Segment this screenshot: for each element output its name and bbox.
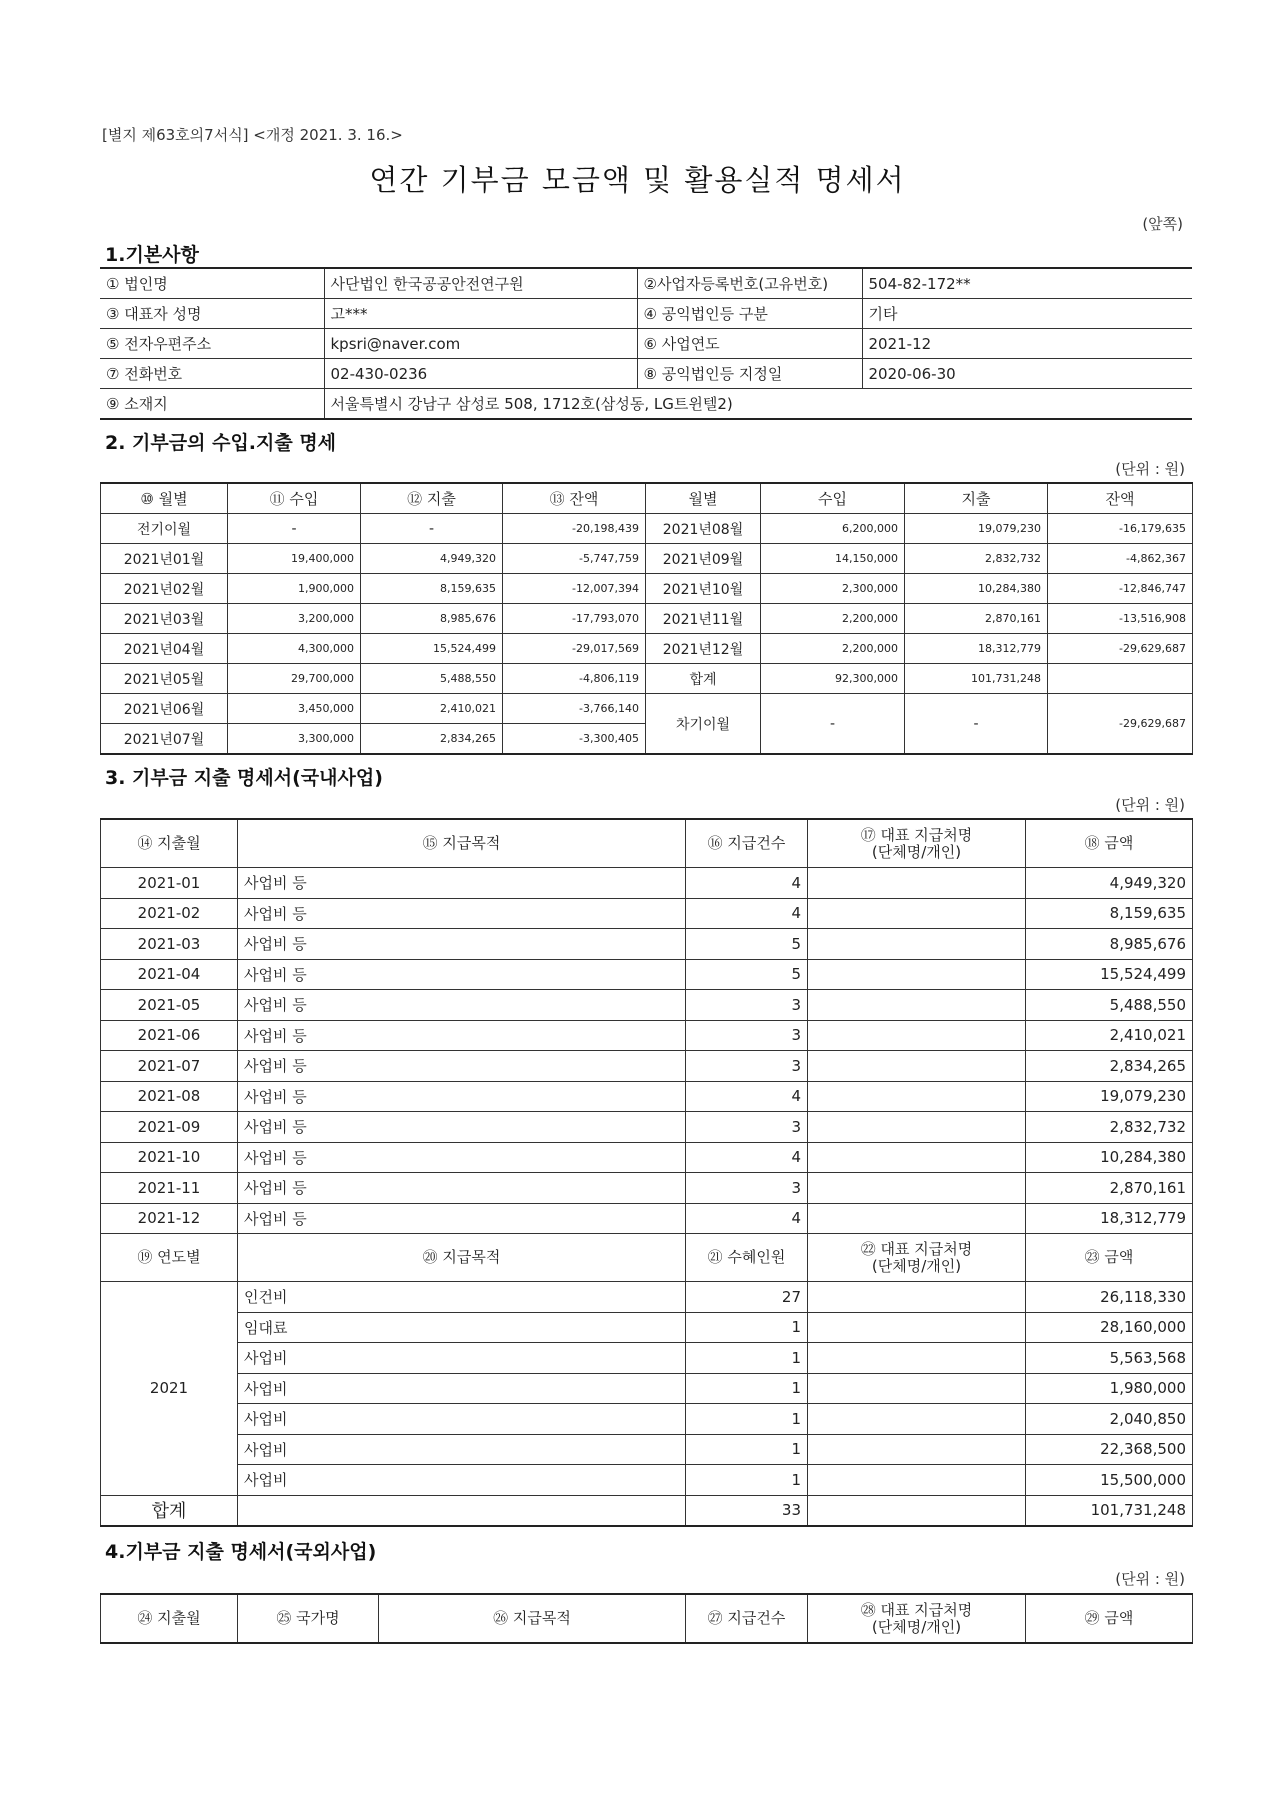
table-row xyxy=(101,1173,1193,1204)
label-cell: ⑦ 전화번호 xyxy=(100,359,324,389)
table-row xyxy=(101,1495,1193,1526)
month-cell: 2021년11월 xyxy=(646,604,761,634)
income-expense-table xyxy=(100,482,1193,755)
expense-cell: 19,079,230 xyxy=(905,514,1048,544)
expense-cell: 2,834,265 xyxy=(361,724,503,755)
column-header xyxy=(808,819,1026,868)
section-4-title: 4.기부금 지출 명세서(국외사업) xyxy=(105,1541,377,1563)
unit-label: (단위 : 원) xyxy=(1115,796,1185,814)
value-cell: 고*** xyxy=(324,299,637,329)
recipient-cell xyxy=(808,1465,1026,1496)
label-cell: ⑤ 전자우편주소 xyxy=(100,329,324,359)
balance-cell: -29,629,687 xyxy=(1048,634,1193,664)
amount-cell: 8,985,676 xyxy=(1026,929,1193,960)
expense-cell: 10,284,380 xyxy=(905,574,1048,604)
recipient-cell xyxy=(808,1173,1026,1204)
header-line: ㉘ 대표 지급처명 xyxy=(860,1600,973,1619)
page-side-label: (앞쪽) xyxy=(1142,215,1183,233)
header-line: ⑰ 대표 지급처명 xyxy=(860,825,973,844)
table-row xyxy=(101,1112,1193,1143)
table-row xyxy=(101,1434,1193,1465)
recipient-cell xyxy=(808,868,1026,899)
recipient-cell xyxy=(808,1020,1026,1051)
recipient-cell xyxy=(808,1343,1026,1374)
column-header: ⑭ 지출월 xyxy=(101,819,238,868)
purpose-cell: 사업비 등 xyxy=(238,1173,686,1204)
table-row xyxy=(101,1142,1193,1173)
balance-cell: -16,179,635 xyxy=(1048,514,1193,544)
total-balance-cell xyxy=(1048,664,1193,694)
count-cell: 3 xyxy=(686,1173,808,1204)
balance-cell: -29,017,569 xyxy=(503,634,646,664)
unit-label: (단위 : 원) xyxy=(1115,460,1185,478)
count-cell: 4 xyxy=(686,1203,808,1234)
balance-cell: -20,198,439 xyxy=(503,514,646,544)
month-cell: 2021년05월 xyxy=(101,664,228,694)
month-cell: 2021년01월 xyxy=(101,544,228,574)
header-line: (단체명/개인) xyxy=(871,1256,962,1275)
column-header: 수입 xyxy=(761,483,905,514)
month-cell: 2021-05 xyxy=(101,990,238,1021)
purpose-cell: 사업비 등 xyxy=(238,1203,686,1234)
column-header: ㉗ 지급건수 xyxy=(686,1594,808,1643)
table-row xyxy=(101,868,1193,899)
beneficiary-count-cell: 1 xyxy=(686,1312,808,1343)
purpose-cell: 사업비 등 xyxy=(238,1051,686,1082)
recipient-cell xyxy=(808,1112,1026,1143)
table-header-row xyxy=(101,1234,1193,1282)
amount-cell: 28,160,000 xyxy=(1026,1312,1193,1343)
beneficiary-count-cell: 1 xyxy=(686,1373,808,1404)
income-cell: 3,300,000 xyxy=(228,724,361,755)
month-cell: 2021-01 xyxy=(101,868,238,899)
month-cell: 2021년03월 xyxy=(101,604,228,634)
purpose-cell: 사업비 등 xyxy=(238,959,686,990)
month-cell: 2021년08월 xyxy=(646,514,761,544)
table-row xyxy=(101,544,1193,574)
purpose-cell: 사업비 xyxy=(238,1373,686,1404)
domestic-expense-table xyxy=(100,818,1193,1527)
beneficiary-count-cell: 27 xyxy=(686,1282,808,1313)
month-cell: 2021년09월 xyxy=(646,544,761,574)
table-row xyxy=(101,664,1193,694)
count-cell: 4 xyxy=(686,868,808,899)
expense-cell: 5,488,550 xyxy=(361,664,503,694)
value-cell: 사단법인 한국공공안전연구원 xyxy=(324,268,637,299)
amount-cell: 5,488,550 xyxy=(1026,990,1193,1021)
beneficiary-count-cell: 1 xyxy=(686,1465,808,1496)
purpose-cell: 사업비 등 xyxy=(238,990,686,1021)
table-header-row xyxy=(101,819,1193,868)
column-header: 지출 xyxy=(905,483,1048,514)
recipient-cell xyxy=(808,898,1026,929)
count-cell: 5 xyxy=(686,929,808,960)
table-header-row xyxy=(101,1594,1193,1643)
amount-cell: 2,410,021 xyxy=(1026,1020,1193,1051)
income-cell: - xyxy=(228,514,361,544)
count-cell: 5 xyxy=(686,959,808,990)
page-title: 연간 기부금 모금액 및 활용실적 명세서 xyxy=(369,163,906,197)
purpose-cell: 인건비 xyxy=(238,1282,686,1313)
table-row xyxy=(101,990,1193,1021)
expense-cell: 8,985,676 xyxy=(361,604,503,634)
recipient-cell xyxy=(808,1312,1026,1343)
value-cell: 02-430-0236 xyxy=(324,359,637,389)
header-line: (단체명/개인) xyxy=(871,842,962,861)
expense-cell: 2,832,732 xyxy=(905,544,1048,574)
column-header: ⑯ 지급건수 xyxy=(686,819,808,868)
column-header: ㉙ 금액 xyxy=(1026,1594,1193,1643)
table-row xyxy=(101,1343,1193,1374)
purpose-cell: 사업비 xyxy=(238,1465,686,1496)
recipient-cell xyxy=(808,959,1026,990)
table-row xyxy=(101,1282,1193,1313)
column-header: ⑬ 잔액 xyxy=(503,483,646,514)
amount-cell: 15,500,000 xyxy=(1026,1465,1193,1496)
balance-cell: -3,300,405 xyxy=(503,724,646,755)
month-cell: 2021-04 xyxy=(101,959,238,990)
amount-cell: 15,524,499 xyxy=(1026,959,1193,990)
table-row xyxy=(101,574,1193,604)
income-cell: 1,900,000 xyxy=(228,574,361,604)
value-cell: kpsri@naver.com xyxy=(324,329,637,359)
month-cell: 2021-03 xyxy=(101,929,238,960)
section-2-title: 2. 기부금의 수입.지출 명세 xyxy=(105,432,337,454)
column-header: ⑮ 지급목적 xyxy=(238,819,686,868)
month-cell: 2021년10월 xyxy=(646,574,761,604)
value-cell: 서울특별시 강남구 삼성로 508, 1712호(삼성동, LG트윈텔2) xyxy=(324,389,1192,420)
amount-cell: 26,118,330 xyxy=(1026,1282,1193,1313)
month-cell: 2021년06월 xyxy=(101,694,228,724)
table-row xyxy=(100,389,1192,420)
count-cell: 4 xyxy=(686,1142,808,1173)
income-cell: 3,200,000 xyxy=(228,604,361,634)
purpose-cell: 사업비 xyxy=(238,1343,686,1374)
purpose-cell: 사업비 등 xyxy=(238,1142,686,1173)
recipient-cell xyxy=(808,1142,1026,1173)
recipient-cell xyxy=(808,1404,1026,1435)
overseas-expense-table xyxy=(100,1593,1193,1644)
month-cell: 2021-08 xyxy=(101,1081,238,1112)
month-cell: 2021-09 xyxy=(101,1112,238,1143)
table-row xyxy=(100,299,1192,329)
header-line: ㉒ 대표 지급처명 xyxy=(860,1239,973,1258)
purpose-cell: 사업비 등 xyxy=(238,1081,686,1112)
balance-cell: -4,806,119 xyxy=(503,664,646,694)
recipient-cell xyxy=(808,1203,1026,1234)
header-line: (단체명/개인) xyxy=(871,1617,962,1636)
purpose-cell: 사업비 등 xyxy=(238,868,686,899)
table-row xyxy=(101,1020,1193,1051)
value-cell: 2020-06-30 xyxy=(862,359,1192,389)
recipient-cell xyxy=(808,1081,1026,1112)
expense-cell: 15,524,499 xyxy=(361,634,503,664)
carry-income-cell: - xyxy=(761,694,905,755)
label-cell: ④ 공익법인등 구분 xyxy=(637,299,862,329)
table-row xyxy=(101,694,1193,724)
beneficiary-count-cell: 1 xyxy=(686,1434,808,1465)
balance-cell: -5,747,759 xyxy=(503,544,646,574)
label-cell: ②사업자등록번호(고유번호) xyxy=(637,268,862,299)
section-3-title: 3. 기부금 지출 명세서(국내사업) xyxy=(105,767,383,789)
column-header: 잔액 xyxy=(1048,483,1193,514)
total-label-cell: 합계 xyxy=(101,1495,238,1526)
recipient-cell xyxy=(808,1373,1026,1404)
basic-info-table xyxy=(100,267,1192,420)
table-row xyxy=(101,1312,1193,1343)
year-cell: 2021 xyxy=(101,1282,238,1496)
section-1-title: 1.기본사항 xyxy=(105,244,199,266)
expense-cell: 4,949,320 xyxy=(361,544,503,574)
recipient-cell xyxy=(808,1495,1026,1526)
amount-cell: 10,284,380 xyxy=(1026,1142,1193,1173)
table-header-row xyxy=(101,483,1193,514)
income-cell: 3,450,000 xyxy=(228,694,361,724)
recipient-cell xyxy=(808,1434,1026,1465)
carry-expense-cell: - xyxy=(905,694,1048,755)
income-cell: 2,200,000 xyxy=(761,604,905,634)
balance-cell: -3,766,140 xyxy=(503,694,646,724)
table-row xyxy=(101,1465,1193,1496)
balance-cell: -4,862,367 xyxy=(1048,544,1193,574)
column-header: ⑳ 지급목적 xyxy=(238,1234,686,1282)
value-cell: 2021-12 xyxy=(862,329,1192,359)
amount-cell: 2,834,265 xyxy=(1026,1051,1193,1082)
column-header: ⑩ 월별 xyxy=(101,483,228,514)
recipient-cell xyxy=(808,990,1026,1021)
table-row xyxy=(101,1404,1193,1435)
column-header: ⑫ 지출 xyxy=(361,483,503,514)
column-header: ⑪ 수입 xyxy=(228,483,361,514)
total-amount-cell: 101,731,248 xyxy=(1026,1495,1193,1526)
month-cell: 2021-07 xyxy=(101,1051,238,1082)
amount-cell: 4,949,320 xyxy=(1026,868,1193,899)
income-cell: 6,200,000 xyxy=(761,514,905,544)
label-cell: ① 법인명 xyxy=(100,268,324,299)
amount-cell: 2,870,161 xyxy=(1026,1173,1193,1204)
income-cell: 2,200,000 xyxy=(761,634,905,664)
count-cell: 3 xyxy=(686,1112,808,1143)
month-cell: 2021-02 xyxy=(101,898,238,929)
total-expense-cell: 101,731,248 xyxy=(905,664,1048,694)
expense-cell: 2,870,161 xyxy=(905,604,1048,634)
label-cell: ⑧ 공익법인등 지정일 xyxy=(637,359,862,389)
column-header: ⑱ 금액 xyxy=(1026,819,1193,868)
amount-cell: 5,563,568 xyxy=(1026,1343,1193,1374)
table-row xyxy=(100,359,1192,389)
column-header: ⑲ 연도별 xyxy=(101,1234,238,1282)
column-header: ㉓ 금액 xyxy=(1026,1234,1193,1282)
column-header xyxy=(808,1234,1026,1282)
column-header: 월별 xyxy=(646,483,761,514)
table-row xyxy=(101,1081,1193,1112)
table-row xyxy=(101,634,1193,664)
value-cell: 504-82-172** xyxy=(862,268,1192,299)
income-cell: 19,400,000 xyxy=(228,544,361,574)
month-cell: 전기이월 xyxy=(101,514,228,544)
column-header xyxy=(808,1594,1026,1643)
amount-cell: 19,079,230 xyxy=(1026,1081,1193,1112)
purpose-cell: 사업비 등 xyxy=(238,929,686,960)
expense-cell: 18,312,779 xyxy=(905,634,1048,664)
amount-cell: 18,312,779 xyxy=(1026,1203,1193,1234)
month-cell: 2021-11 xyxy=(101,1173,238,1204)
balance-cell: -13,516,908 xyxy=(1048,604,1193,634)
purpose-cell: 임대료 xyxy=(238,1312,686,1343)
month-cell: 2021년04월 xyxy=(101,634,228,664)
unit-label: (단위 : 원) xyxy=(1115,1570,1185,1588)
table-row xyxy=(101,1203,1193,1234)
recipient-cell xyxy=(808,1051,1026,1082)
table-row xyxy=(101,1051,1193,1082)
table-row xyxy=(101,514,1193,544)
month-cell: 2021-10 xyxy=(101,1142,238,1173)
purpose-cell: 사업비 등 xyxy=(238,898,686,929)
amount-cell: 22,368,500 xyxy=(1026,1434,1193,1465)
count-cell: 4 xyxy=(686,1081,808,1112)
income-cell: 2,300,000 xyxy=(761,574,905,604)
month-cell: 2021-06 xyxy=(101,1020,238,1051)
expense-cell: 8,159,635 xyxy=(361,574,503,604)
amount-cell: 2,040,850 xyxy=(1026,1404,1193,1435)
column-header: ㉕ 국가명 xyxy=(238,1594,379,1643)
purpose-cell: 사업비 등 xyxy=(238,1112,686,1143)
purpose-cell: 사업비 xyxy=(238,1434,686,1465)
amount-cell: 8,159,635 xyxy=(1026,898,1193,929)
total-count-cell: 33 xyxy=(686,1495,808,1526)
month-cell: 2021년07월 xyxy=(101,724,228,755)
month-cell: 2021년12월 xyxy=(646,634,761,664)
month-cell: 2021년02월 xyxy=(101,574,228,604)
beneficiary-count-cell: 1 xyxy=(686,1343,808,1374)
balance-cell: -12,846,747 xyxy=(1048,574,1193,604)
expense-cell: - xyxy=(361,514,503,544)
label-cell: ⑨ 소재지 xyxy=(100,389,324,420)
income-cell: 4,300,000 xyxy=(228,634,361,664)
empty-cell xyxy=(238,1495,686,1526)
table-row xyxy=(101,898,1193,929)
beneficiary-count-cell: 1 xyxy=(686,1404,808,1435)
balance-cell: -12,007,394 xyxy=(503,574,646,604)
value-cell: 기타 xyxy=(862,299,1192,329)
count-cell: 3 xyxy=(686,1020,808,1051)
count-cell: 3 xyxy=(686,1051,808,1082)
column-header: ㉑ 수혜인원 xyxy=(686,1234,808,1282)
table-row xyxy=(101,929,1193,960)
carry-label-cell: 차기이월 xyxy=(646,694,761,755)
table-row xyxy=(100,268,1192,299)
month-cell: 2021-12 xyxy=(101,1203,238,1234)
amount-cell: 2,832,732 xyxy=(1026,1112,1193,1143)
table-row xyxy=(101,959,1193,990)
purpose-cell: 사업비 등 xyxy=(238,1020,686,1051)
amount-cell: 1,980,000 xyxy=(1026,1373,1193,1404)
carry-balance-cell: -29,629,687 xyxy=(1048,694,1193,755)
table-row xyxy=(101,604,1193,634)
count-cell: 3 xyxy=(686,990,808,1021)
label-cell: ⑥ 사업연도 xyxy=(637,329,862,359)
count-cell: 4 xyxy=(686,898,808,929)
total-label-cell: 합계 xyxy=(646,664,761,694)
purpose-cell: 사업비 xyxy=(238,1404,686,1435)
form-number: [별지 제63호의7서식] <개정 2021. 3. 16.> xyxy=(102,126,403,144)
income-cell: 29,700,000 xyxy=(228,664,361,694)
balance-cell: -17,793,070 xyxy=(503,604,646,634)
recipient-cell xyxy=(808,1282,1026,1313)
income-cell: 14,150,000 xyxy=(761,544,905,574)
label-cell: ③ 대표자 성명 xyxy=(100,299,324,329)
column-header: ㉖ 지급목적 xyxy=(379,1594,686,1643)
table-row xyxy=(100,329,1192,359)
column-header: ㉔ 지출월 xyxy=(101,1594,238,1643)
expense-cell: 2,410,021 xyxy=(361,694,503,724)
total-income-cell: 92,300,000 xyxy=(761,664,905,694)
table-row xyxy=(101,1373,1193,1404)
recipient-cell xyxy=(808,929,1026,960)
